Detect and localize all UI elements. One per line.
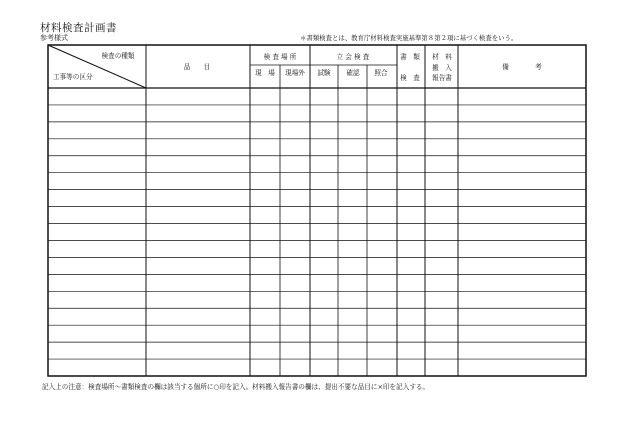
form-title: 材料検査計画書	[40, 22, 117, 34]
header-offsite: 現場外	[285, 69, 305, 77]
header-test: 試験	[317, 69, 331, 77]
header-onsite: 現 場	[255, 69, 275, 77]
document-inspection-note: ＊書類検査とは、教育庁材料検査実施基準第８第２項に基づく検査をいう。	[300, 34, 518, 42]
header-material-report-3: 報告書	[432, 74, 452, 82]
header-verification: 照合	[374, 69, 388, 77]
header-item: 品 目	[183, 63, 211, 71]
header-document-inspection-bottom: 検 査	[400, 74, 420, 82]
header-work-category: 工事等の区分	[53, 73, 93, 81]
header-remarks: 備 考	[502, 63, 542, 71]
table-grid	[48, 45, 586, 376]
header-inspection-type: 検査の種類	[101, 52, 135, 60]
entry-instructions: 記入上の注意：検査場所～書類検査の欄は該当する個所に○印を記入。材料搬入報告書の欄は、提出不要な品目に×印を記入する。	[42, 383, 430, 391]
header-confirmation: 確認	[346, 69, 360, 77]
form-subtitle: 参考様式	[40, 34, 68, 42]
header-material-report-1: 材 料	[432, 53, 452, 61]
header-material-report-2: 搬 入	[432, 64, 452, 72]
table-frame	[48, 45, 586, 376]
header-witness-inspection: 立 会 検 査	[336, 53, 370, 61]
header-inspection-location: 検 査 場 所	[263, 53, 297, 61]
table-header	[53, 51, 542, 82]
header-document-inspection-top: 書 類	[400, 53, 420, 61]
